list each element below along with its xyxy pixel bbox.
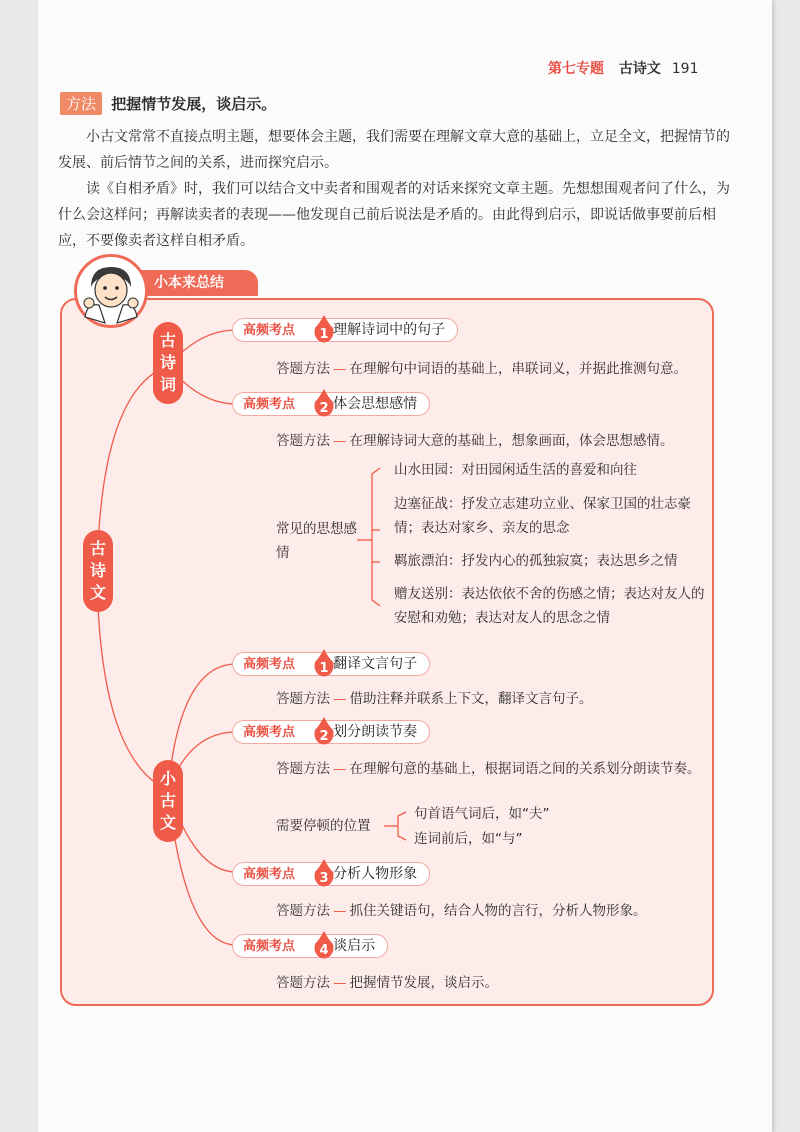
root-node bbox=[83, 530, 113, 612]
key-point-xgw-2 bbox=[232, 720, 430, 744]
key-point-title: 体会思想感情 bbox=[333, 396, 418, 412]
answer-label: 答题方法 bbox=[276, 903, 330, 919]
summary-title: 小本来总结 bbox=[140, 270, 258, 296]
root-node-label: 古 诗 文 bbox=[89, 539, 106, 602]
key-point-xgw-3 bbox=[232, 862, 430, 886]
avatar bbox=[74, 254, 148, 328]
answer-label: 答题方法 bbox=[276, 361, 330, 377]
answer-xgw-2: 答题方法 — 在理解句意的基础上，根据词语之间的关系划分朗读节奏。 bbox=[276, 761, 701, 777]
key-point-number: 2 bbox=[319, 401, 329, 416]
key-point-label: 高频考点 bbox=[243, 323, 296, 338]
pause-label: 需要停顿的位置 bbox=[276, 818, 371, 834]
emotion-item: 山水田园：对田园闲适生活的喜爱和向往 bbox=[394, 462, 637, 478]
key-point-label: 高频考点 bbox=[243, 725, 296, 740]
answer-text: 把握情节发展，谈启示。 bbox=[349, 975, 498, 991]
key-point-title: 划分朗读节奏 bbox=[333, 724, 418, 740]
emotions-label: 常见的思想感情 bbox=[276, 521, 357, 561]
key-point-title: 谈启示 bbox=[333, 938, 376, 954]
answer-label: 答题方法 bbox=[276, 691, 330, 707]
key-point-number: 2 bbox=[319, 729, 329, 744]
flame-number-icon bbox=[313, 930, 335, 960]
answer-text: 在理解诗词大意的基础上，想象画面，体会思想感情。 bbox=[349, 433, 674, 449]
page-header bbox=[548, 58, 698, 78]
paragraph-2-text: 读《自相矛盾》时，我们可以结合文中卖者和围观者的对话来探究文章主题。先想想围观者问了什么，为什么会这样问；再解读卖者的表现——他发现自己前后说法是矛盾的。由此得到启示，即说话做事要前后相应，不要像卖者这样自相矛盾。 bbox=[58, 181, 730, 249]
key-point-xgw-1 bbox=[232, 652, 430, 676]
answer-text: 在理解句中词语的基础上，串联词义，并据此推测句意。 bbox=[349, 361, 687, 377]
key-point-label: 高频考点 bbox=[243, 657, 296, 672]
emotion-item: 羁旅漂泊：抒发内心的孤独寂寞；表达思乡之情 bbox=[394, 553, 678, 569]
emotion-item: 赠友送别：表达依依不舍的伤感之情；表达对友人的安慰和劝勉；表达对友人的思念之情 bbox=[394, 586, 705, 626]
answer-label: 答题方法 bbox=[276, 975, 330, 991]
answer-text: 借助注释并联系上下文，翻译文言句子。 bbox=[349, 691, 593, 707]
answer-gsc-2: 答题方法 — 在理解诗词大意的基础上，想象画面，体会思想感情。 bbox=[276, 433, 674, 449]
page-number: 191 bbox=[671, 61, 699, 77]
method-title: 把握情节发展，谈启示。 bbox=[111, 95, 277, 113]
key-point-title: 理解诗词中的句子 bbox=[333, 322, 446, 338]
key-point-number: 1 bbox=[319, 327, 329, 342]
paragraph-1-text: 小古文常常不直接点明主题，想要体会主题，我们需要在理解文章大意的基础上，立足全文，把握情节的发展、前后情节之间的关系，进而探究启示。 bbox=[58, 129, 730, 171]
answer-text: 在理解句意的基础上，根据词语之间的关系划分朗读节奏。 bbox=[349, 761, 701, 777]
answer-xgw-1: 答题方法 — 借助注释并联系上下文，翻译文言句子。 bbox=[276, 691, 593, 707]
answer-label: 答题方法 bbox=[276, 433, 330, 449]
flame-number-icon bbox=[313, 648, 335, 678]
flame-number-icon bbox=[313, 716, 335, 746]
key-point-number: 3 bbox=[319, 871, 329, 886]
cartoon-boy-icon bbox=[77, 257, 145, 325]
header-subject: 古诗文 bbox=[618, 61, 661, 77]
method-heading bbox=[60, 92, 276, 115]
key-point-gsc-1 bbox=[232, 318, 458, 342]
key-point-title: 分析人物形象 bbox=[333, 866, 418, 882]
answer-label: 答题方法 bbox=[276, 761, 330, 777]
flame-number-icon bbox=[313, 388, 335, 418]
answer-text: 抓住关键语句，结合人物的言行，分析人物形象。 bbox=[349, 903, 647, 919]
key-point-title: 翻译文言句子 bbox=[333, 656, 418, 672]
flame-number-icon bbox=[313, 314, 335, 344]
key-point-label: 高频考点 bbox=[243, 397, 296, 412]
emotion-item: 边塞征战：抒发立志建功立业、保家卫国的壮志豪情；表达对家乡、亲友的思念 bbox=[394, 496, 691, 536]
answer-xgw-3: 答题方法 — 抓住关键语句，结合人物的言行，分析人物形象。 bbox=[276, 903, 647, 919]
key-point-gsc-2 bbox=[232, 392, 430, 416]
paragraph-1 bbox=[58, 124, 730, 176]
method-tag: 方法 bbox=[60, 92, 102, 115]
key-point-label: 高频考点 bbox=[243, 867, 296, 882]
paragraph-2 bbox=[58, 176, 730, 254]
pause-item: 句首语气词后，如“夫” bbox=[414, 806, 550, 822]
key-point-xgw-4 bbox=[232, 934, 388, 958]
flame-number-icon bbox=[313, 858, 335, 888]
branch-xiaoguwen-label: 小 古 文 bbox=[159, 769, 176, 832]
branch-gushici-label: 古 诗 词 bbox=[159, 331, 176, 394]
pause-item: 连词前后，如“与” bbox=[414, 831, 523, 847]
branch-gushici bbox=[153, 322, 183, 404]
key-point-number: 1 bbox=[319, 661, 329, 676]
branch-xiaoguwen bbox=[153, 760, 183, 842]
answer-xgw-4: 答题方法 — 把握情节发展，谈启示。 bbox=[276, 975, 498, 991]
key-point-number: 4 bbox=[319, 943, 329, 958]
answer-gsc-1: 答题方法 — 在理解句中词语的基础上，串联词义，并据此推测句意。 bbox=[276, 361, 687, 377]
key-point-label: 高频考点 bbox=[243, 939, 296, 954]
header-topic: 第七专题 bbox=[548, 61, 604, 77]
